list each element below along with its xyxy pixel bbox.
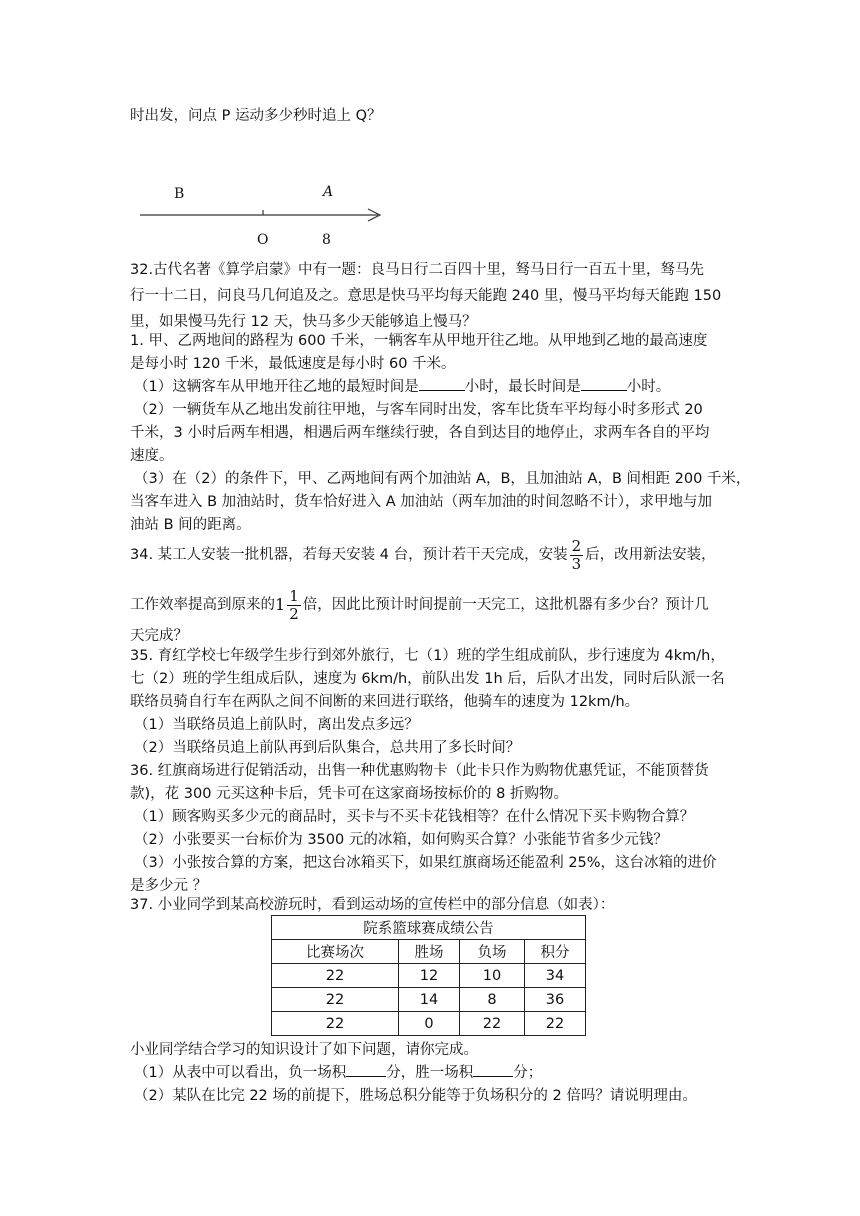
answer-blank[interactable] xyxy=(346,1063,386,1077)
q37-part1-text: （1）从表中可以看出，负一场积 xyxy=(134,1065,347,1081)
table-cell: 22 xyxy=(525,1012,586,1036)
q35-line: （1）当联络员追上前队时，离出发点多远？ xyxy=(134,717,419,733)
q1-intro-line: 是每小时 120 千米，最低速度是每小时 60 千米。 xyxy=(130,356,456,372)
header-line: 时出发，问点 P 运动多少秒时追上 Q？ xyxy=(130,108,382,124)
origin-label: O xyxy=(257,232,269,248)
table-cell: 22 xyxy=(460,1012,525,1036)
q34-line3: 天完成？ xyxy=(130,628,188,644)
table-row xyxy=(272,1012,586,1036)
q36-line: （3）小张按合算的方案，把这台冰箱买下，如果红旗商场还能盈利 25%，这台冰箱的进价 xyxy=(134,855,717,871)
q37-part2: （2）某队在比完 22 场的前提下，胜场总积分能等于负场积分的 2 倍吗？请说明理由。 xyxy=(134,1088,697,1104)
q1-part1 xyxy=(134,377,670,397)
q1-part1-text: （1）这辆客车从甲地开往乙地的最短时间是 xyxy=(134,379,419,395)
point-a-label: A xyxy=(323,184,334,200)
q35-line: 联络员骑自行车在两队之间不间断的来回进行联络，他骑车的速度为 12km/h。 xyxy=(130,694,640,710)
q36-line: 36. 红旗商场进行促销活动，出售一种优惠购物卡（此卡只作为购物优惠凭证，不能顶替货 xyxy=(130,763,709,779)
fraction-numerator: 1 xyxy=(289,586,299,605)
q34-line2 xyxy=(130,585,709,625)
score-table xyxy=(271,915,586,1036)
table-title: 院系篮球赛成绩公告 xyxy=(272,916,586,940)
q35-line: （2）当联络员追上前队再到后队集合，总共用了多长时间？ xyxy=(134,740,521,756)
fraction-numerator: 2 xyxy=(571,536,582,555)
q37-after: 小业同学结合学习的知识设计了如下问题，请你完成。 xyxy=(130,1042,478,1058)
mixed-number-fraction xyxy=(287,588,301,623)
q32-line: 里，如果慢马先行 12 天，快马多少天能够追上慢马？ xyxy=(130,314,477,330)
table-cell: 12 xyxy=(399,964,460,988)
mixed-number-integer: 1 xyxy=(275,595,286,614)
table-cell: 0 xyxy=(399,1012,460,1036)
table-header: 积分 xyxy=(525,940,586,964)
answer-blank[interactable] xyxy=(419,377,465,391)
q34-text: 后，改用新法安装， xyxy=(585,547,716,563)
table-cell: 14 xyxy=(399,988,460,1012)
table-cell: 22 xyxy=(272,964,399,988)
table-cell: 22 xyxy=(272,1012,399,1036)
q35-line: 七（2）班的学生组成后队，速度为 6km/h，前队出发 1h 后，后队才出发，同时后队派一名 xyxy=(130,671,725,687)
fraction-two-thirds xyxy=(570,538,584,573)
q1-part2-line: （2）一辆货车从乙地出发前往甲地，与客车同时出发，客车比货车平均每小时多形式 20 xyxy=(134,402,703,418)
table-cell: 36 xyxy=(525,988,586,1012)
q36-line: （1）顾客购买多少元的商品时，买卡与不买卡花钱相等？在什么情况下买卡购物合算？ xyxy=(134,809,695,825)
q37-part1-text: 分； xyxy=(513,1065,543,1081)
q1-part1-text: 小时，最长时间是 xyxy=(464,379,581,395)
table-cell: 34 xyxy=(525,964,586,988)
q34-line1 xyxy=(130,535,716,575)
table-row xyxy=(272,964,586,988)
q32-line: 32.古代名著《算学启蒙》中有一题：良马日行二百四十里，驽马日行一百五十里，驽马先 xyxy=(130,262,705,278)
q1-part1-text: 小时。 xyxy=(626,379,671,395)
q1-intro-line: 1. 甲、乙两地间的路程为 600 千米，一辆客车从甲地开往乙地。从甲地到乙地的最高速度 xyxy=(130,333,708,349)
q1-part2-line: 千米，3 小时后两车相遇，相遇后两车继续行驶，各自到达目的地停止，求两车各自的平均 xyxy=(130,425,710,441)
table-header-row xyxy=(272,940,586,964)
q34-text: 倍，因此比预计时间提前一天完工，这批机器有多少台？预计几 xyxy=(302,597,709,613)
q1-part2-line: 速度。 xyxy=(130,448,174,464)
answer-blank[interactable] xyxy=(473,1063,513,1077)
table-row xyxy=(272,988,586,1012)
q36-line: 款)，花 300 元买这种卡后，凭卡可在这家商场按标价的 8 折购物。 xyxy=(130,786,568,802)
point-b-label: B xyxy=(174,186,185,202)
q36-line: （2）小张要买一台标价为 3500 元的冰箱，如何购买合算？小张能节省多少元钱？ xyxy=(134,832,668,848)
q32-line: 行一十二日，问良马几何追及之。意思是快马平均每天能跑 240 里，慢马平均每天能跑 150 xyxy=(130,288,722,304)
fraction-denominator: 2 xyxy=(289,604,299,623)
q37-part1-text: 分，胜一场积 xyxy=(386,1065,474,1081)
table-cell: 22 xyxy=(272,988,399,1012)
table-header: 比赛场次 xyxy=(272,940,399,964)
table-header: 胜场 xyxy=(399,940,460,964)
q34-text: 34. 某工人安装一批机器，若每天安装 4 台，预计若干天完成，安装 xyxy=(130,547,568,563)
q34-text: 工作效率提高到原来的 xyxy=(130,597,275,613)
q1-part3-line: 油站 B 间的距离。 xyxy=(130,517,251,533)
table-header: 负场 xyxy=(460,940,525,964)
fraction-denominator: 3 xyxy=(571,554,582,573)
q35-line: 35. 育红学校七年级学生步行到郊外旅行，七（1）班的学生组成前队，步行速度为 4km/h， xyxy=(130,648,725,664)
table-cell: 8 xyxy=(460,988,525,1012)
q37-intro: 37. 小业同学到某高校游玩时，看到运动场的宣传栏中的部分信息（如表）： xyxy=(130,897,615,913)
q37-part1 xyxy=(134,1063,542,1083)
q1-part3-line: （3）在（2）的条件下，甲、乙两地间有两个加油站 A，B，且加油站 A，B 间相距 200 千米， xyxy=(134,471,751,487)
table-title-row xyxy=(272,916,586,940)
q1-part3-line: 当客车进入 B 加油站时，货车恰好进入 A 加油站（两车加油的时间忽略不计），求甲地与加 xyxy=(130,494,713,510)
table-cell: 10 xyxy=(460,964,525,988)
q36-line: 是多少元 ？ xyxy=(130,878,208,894)
eight-label: 8 xyxy=(322,232,331,248)
answer-blank[interactable] xyxy=(581,377,627,391)
